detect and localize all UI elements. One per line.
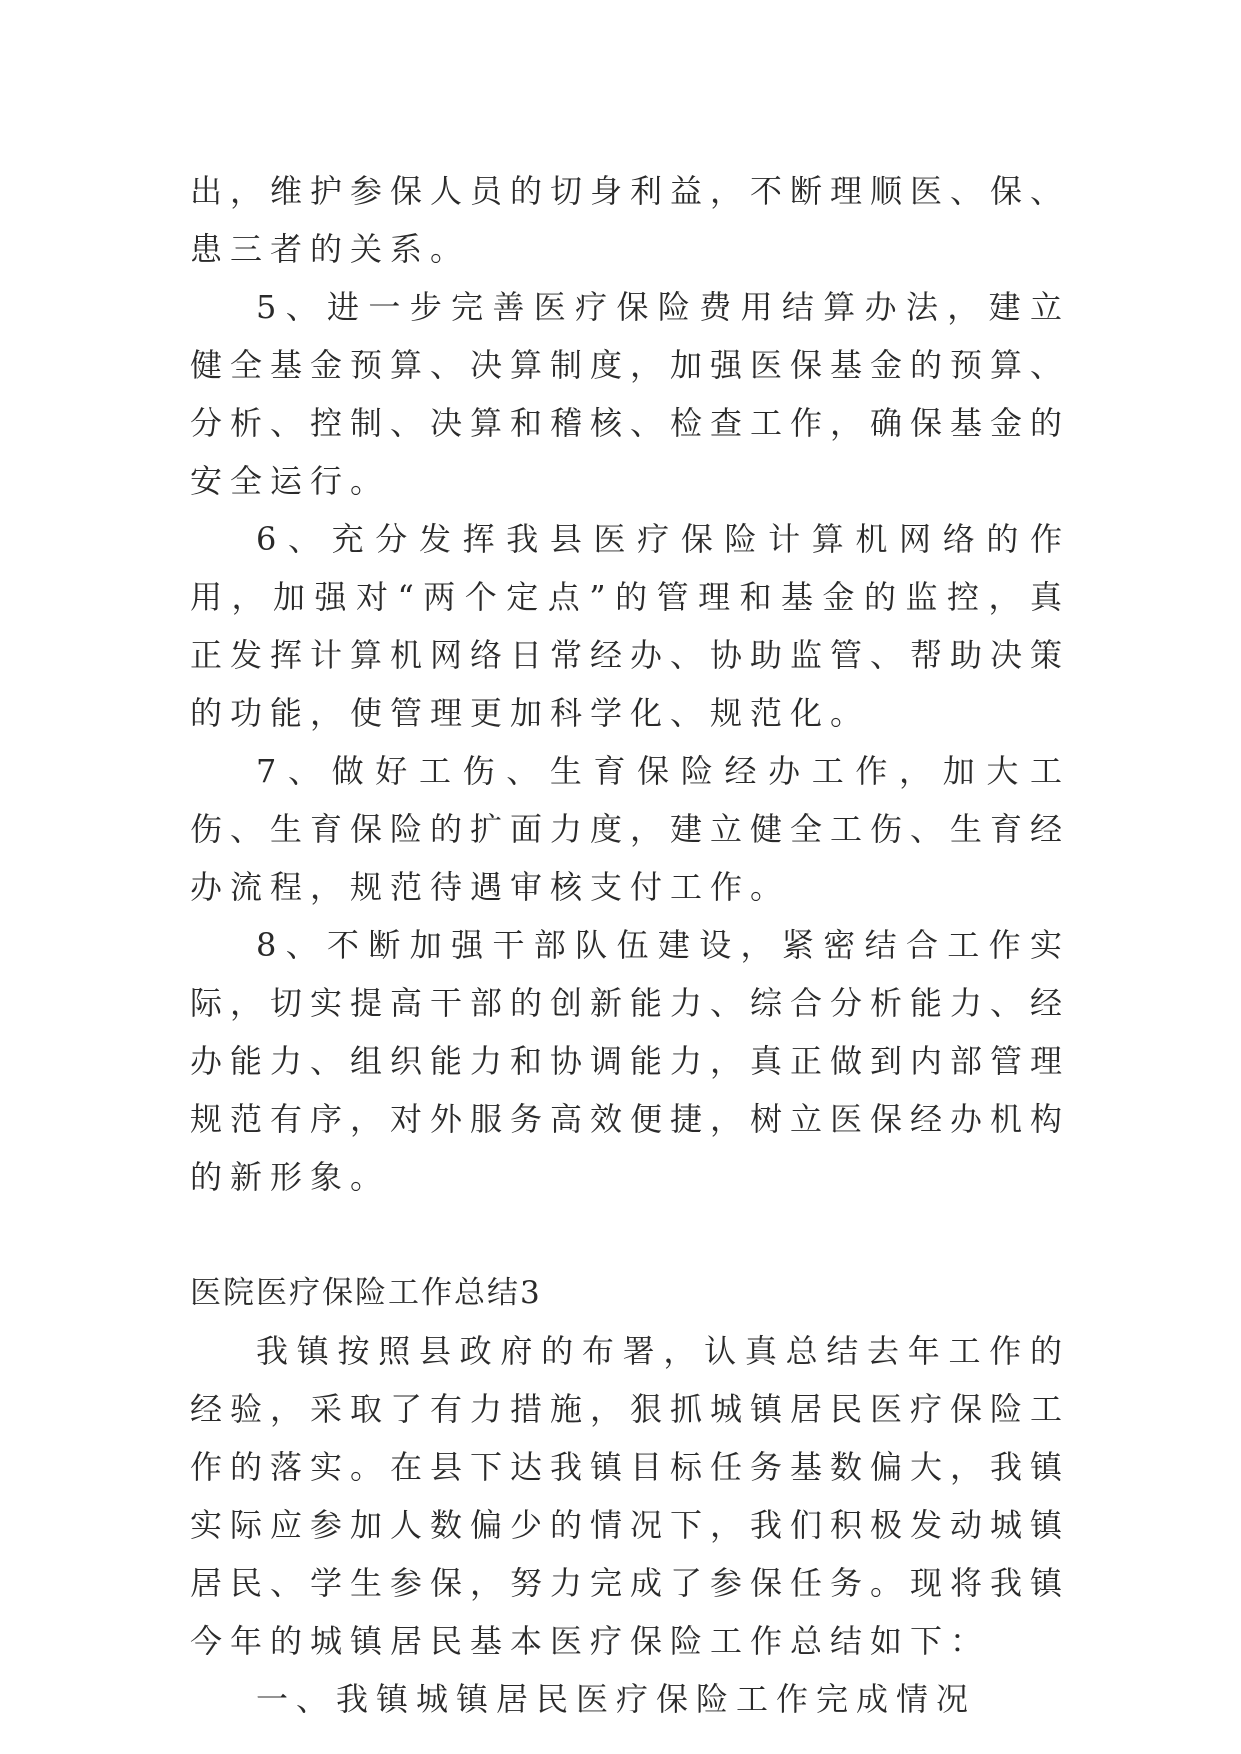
paragraph-continuation: 出，维护参保人员的切身利益，不断理顺医、保、患三者的关系。: [190, 172, 1071, 268]
section3-subheading: 一、我镇城镇居民医疗保险工作完成情况: [256, 1680, 977, 1718]
section3-paragraph-intro: 我镇按照县政府的布署，认真总结去年工作的经验，采取了有力措施，狠抓城镇居民医疗保险工作的落实。在县下达我镇目标任务基数偏大，我镇实际应参加人数偏少的情况下，我们积极发动城镇居民、学生参保，努力完成了参保任务。现将我镇今年的城镇居民基本医疗保险工作总结如下：: [190, 1332, 1071, 1660]
paragraph-item-6: 6、充分发挥我县医疗保险计算机网络的作用，加强对“两个定点”的管理和基金的监控，真正发挥计算机网络日常经办、协助监管、帮助决策的功能，使管理更加科学化、规范化。: [190, 520, 1071, 732]
document-body: [190, 162, 1070, 1728]
paragraph-item-5: 5、进一步完善医疗保险费用结算办法，建立健全基金预算、决算制度，加强医保基金的预算、分析、控制、决算和稽核、检查工作，确保基金的安全运行。: [190, 288, 1071, 500]
paragraph-item-7: 7、做好工伤、生育保险经办工作，加大工伤、生育保险的扩面力度，建立健全工伤、生育经办流程，规范待遇审核支付工作。: [190, 752, 1071, 906]
paragraph-item-8: 8、不断加强干部队伍建设，紧密结合工作实际，切实提高干部的创新能力、综合分析能力、经办能力、组织能力和协调能力，真正做到内部管理规范有序，对外服务高效便捷，树立医保经办机构的新形象。: [190, 926, 1071, 1196]
section-heading: 医院医疗保险工作总结3: [190, 1275, 542, 1311]
